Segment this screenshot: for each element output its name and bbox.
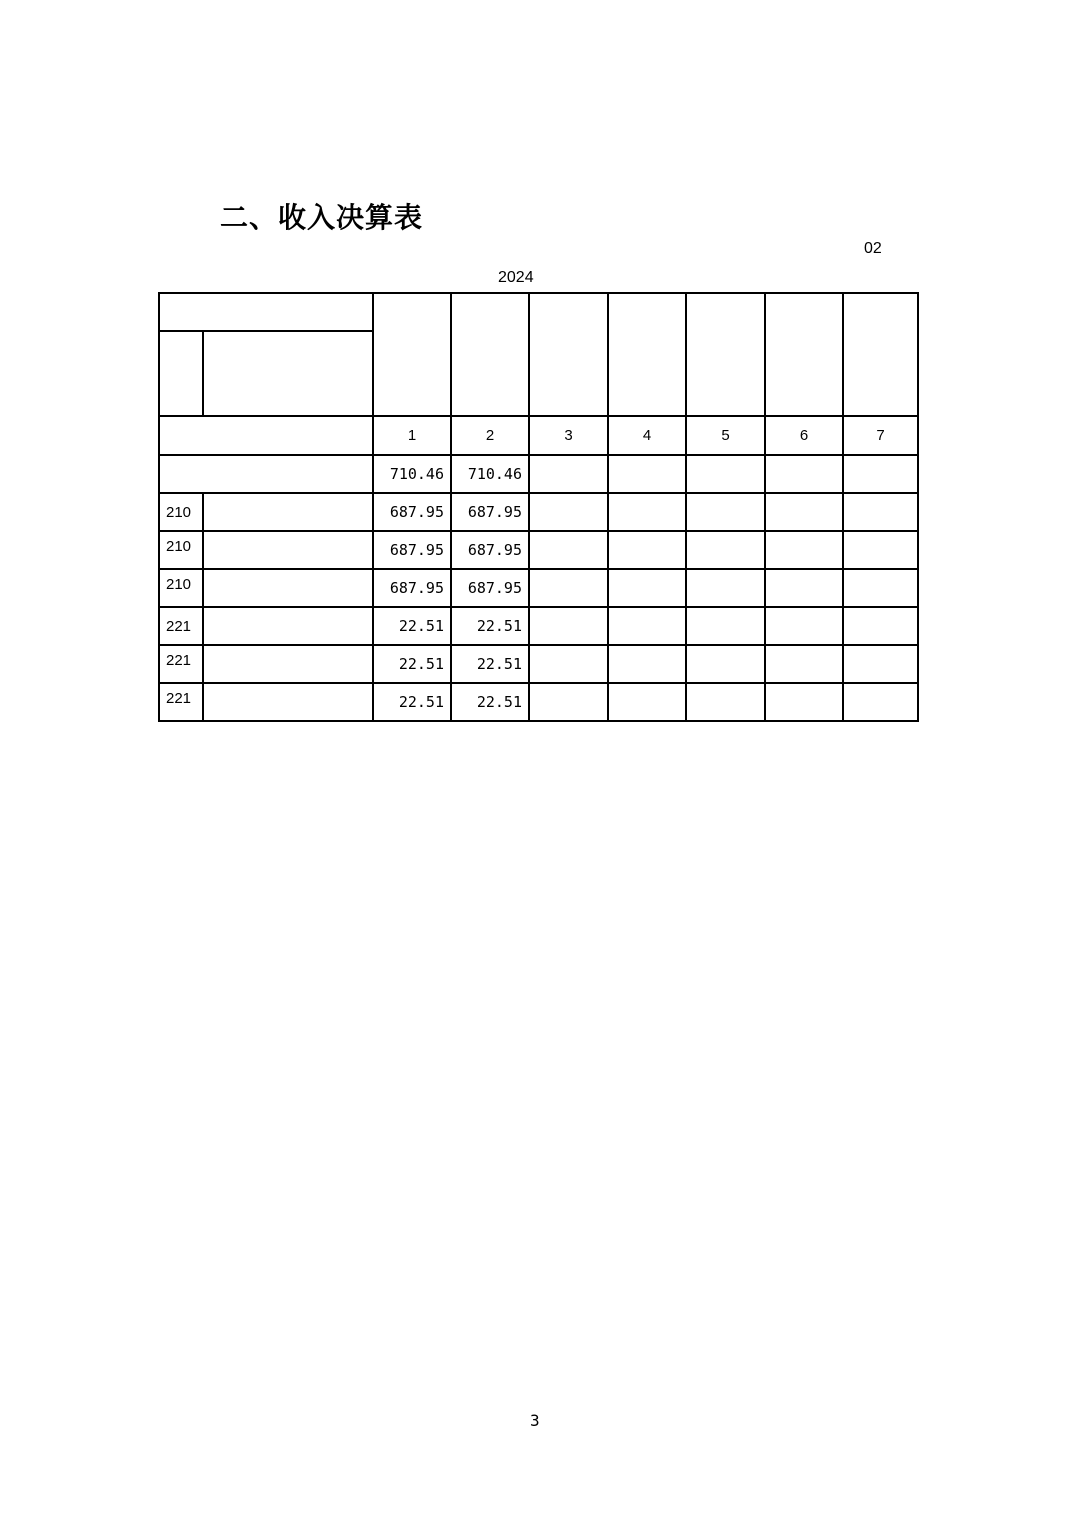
header-col-1 (373, 293, 451, 416)
report-year: 2024 (498, 269, 534, 286)
cell-value (686, 607, 765, 645)
column-number: 7 (843, 416, 918, 455)
total-value (529, 455, 608, 493)
header-col-7 (843, 293, 918, 416)
subject-code: 221 (159, 683, 203, 721)
cell-value (608, 531, 686, 569)
cell-value (843, 607, 918, 645)
subject-code: 221 (159, 645, 203, 683)
cell-value: 687.95 (451, 493, 529, 531)
cell-value: 687.95 (373, 493, 451, 531)
subject-name (203, 569, 373, 607)
subject-name (203, 531, 373, 569)
total-value (608, 455, 686, 493)
total-row (159, 455, 918, 493)
table-row (159, 645, 918, 683)
cell-value (843, 493, 918, 531)
table-row (159, 683, 918, 721)
column-number: 3 (529, 416, 608, 455)
subject-name (203, 607, 373, 645)
cell-value: 22.51 (451, 683, 529, 721)
header-name-cell (203, 331, 373, 416)
cell-value (765, 683, 843, 721)
cell-value (843, 531, 918, 569)
cell-value (843, 683, 918, 721)
column-number: 6 (765, 416, 843, 455)
form-number: 02 (864, 240, 882, 257)
cell-value (686, 569, 765, 607)
cell-value: 22.51 (451, 607, 529, 645)
column-number: 2 (451, 416, 529, 455)
cell-value (765, 493, 843, 531)
cell-value (765, 531, 843, 569)
cell-value: 687.95 (373, 531, 451, 569)
cell-value (529, 569, 608, 607)
column-number: 5 (686, 416, 765, 455)
header-col-6 (765, 293, 843, 416)
cell-value (608, 569, 686, 607)
cell-value: 22.51 (373, 645, 451, 683)
cell-value: 22.51 (451, 645, 529, 683)
cell-value (765, 645, 843, 683)
table-row (159, 531, 918, 569)
cell-value (765, 569, 843, 607)
subject-name (203, 645, 373, 683)
header-subject-group-cell (159, 293, 373, 331)
header-col-5 (686, 293, 765, 416)
cell-value (529, 607, 608, 645)
table-row (159, 493, 918, 531)
cell-value: 687.95 (451, 531, 529, 569)
total-value (686, 455, 765, 493)
subject-name (203, 683, 373, 721)
total-value (765, 455, 843, 493)
cell-value (686, 683, 765, 721)
column-number-row (159, 416, 918, 455)
total-value (843, 455, 918, 493)
income-statement-table (158, 292, 919, 722)
column-number: 4 (608, 416, 686, 455)
cell-value (608, 607, 686, 645)
header-col-3 (529, 293, 608, 416)
cell-value (843, 645, 918, 683)
page-number: 3 (530, 1411, 540, 1430)
cell-value (529, 683, 608, 721)
cell-value: 687.95 (451, 569, 529, 607)
cell-value (608, 493, 686, 531)
subject-name (203, 493, 373, 531)
total-label-cell (159, 455, 373, 493)
cell-value (686, 531, 765, 569)
header-code-cell (159, 331, 203, 416)
total-value: 710.46 (451, 455, 529, 493)
subject-code: 210 (159, 531, 203, 569)
cell-value (608, 683, 686, 721)
header-row-top (159, 293, 918, 331)
cell-value (765, 607, 843, 645)
page-title: 二、收入决算表 (220, 201, 424, 234)
table-row (159, 607, 918, 645)
cell-value (529, 531, 608, 569)
header-col-4 (608, 293, 686, 416)
total-value: 710.46 (373, 455, 451, 493)
cell-value (529, 493, 608, 531)
cell-value: 22.51 (373, 683, 451, 721)
cell-value (608, 645, 686, 683)
subject-code: 210 (159, 493, 203, 531)
cell-value (843, 569, 918, 607)
table-row (159, 569, 918, 607)
subject-code: 221 (159, 607, 203, 645)
cell-value (686, 645, 765, 683)
cell-value (686, 493, 765, 531)
subject-code: 210 (159, 569, 203, 607)
column-number: 1 (373, 416, 451, 455)
header-col-2 (451, 293, 529, 416)
column-number-label-cell (159, 416, 373, 455)
cell-value: 22.51 (373, 607, 451, 645)
cell-value: 687.95 (373, 569, 451, 607)
cell-value (529, 645, 608, 683)
